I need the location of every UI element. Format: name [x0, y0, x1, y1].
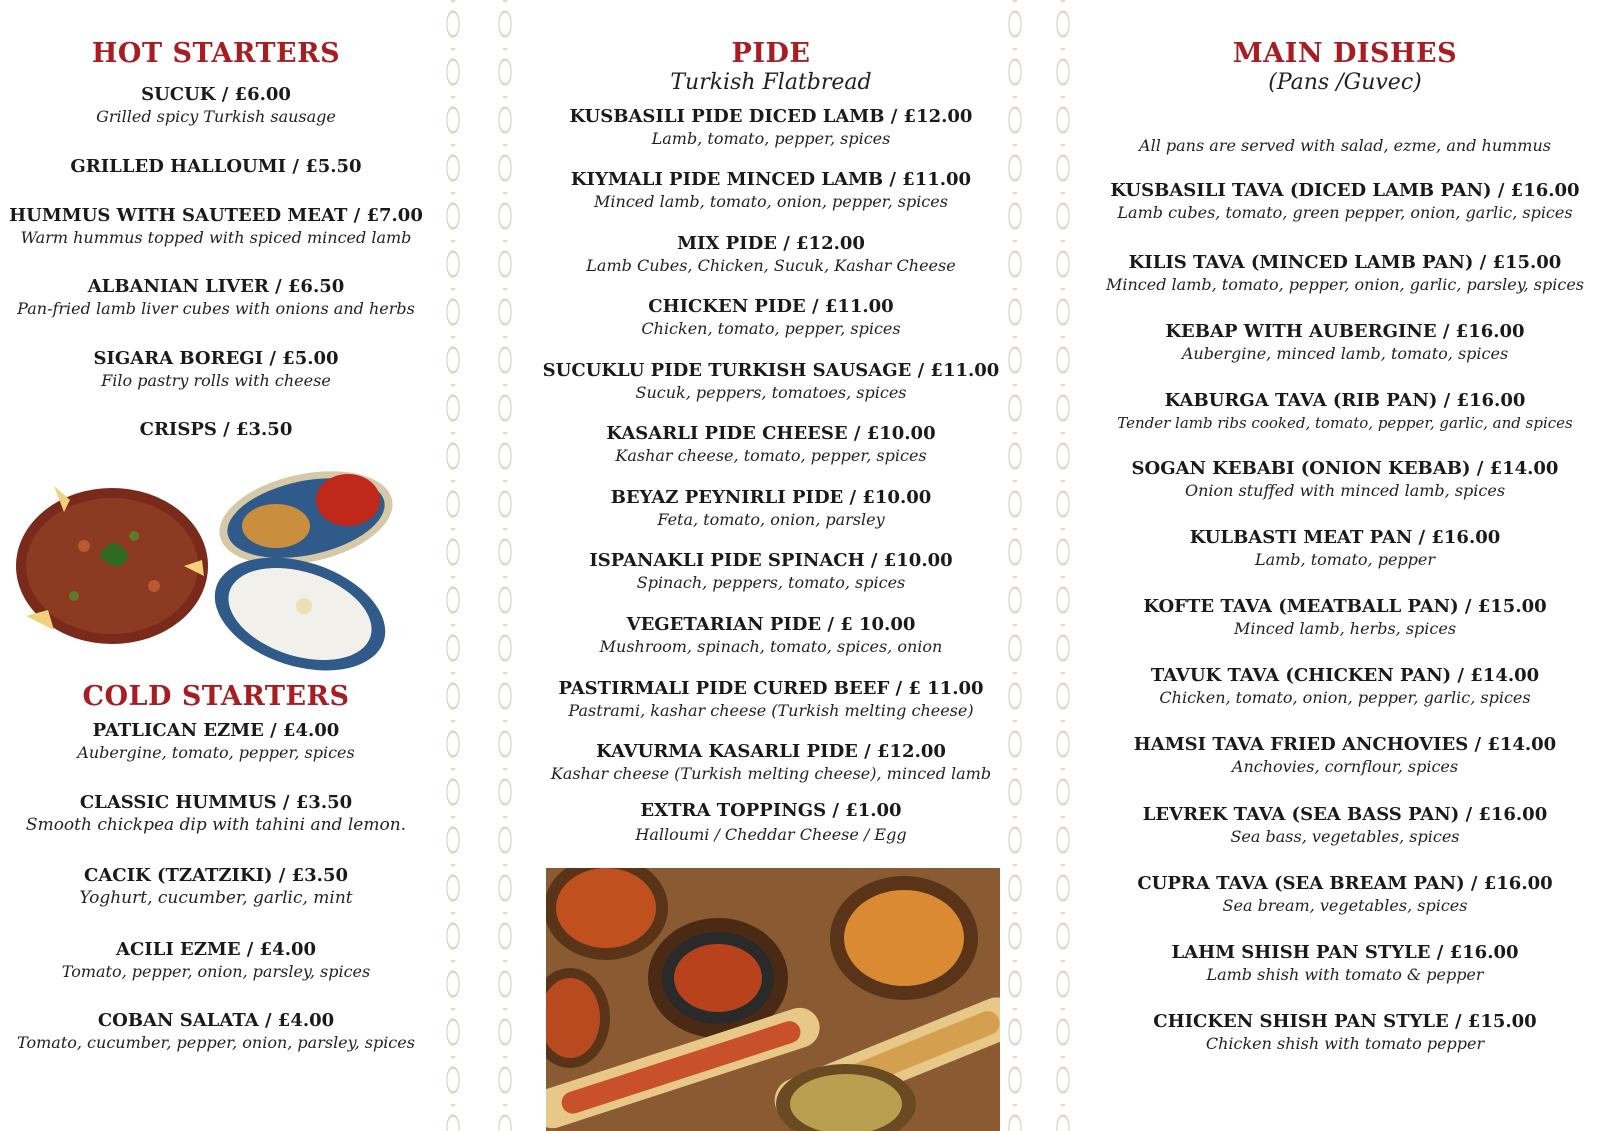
menu-item [1090, 1011, 1600, 1055]
item-name: MIX PIDE / £12.00 [677, 233, 865, 254]
item-desc: Pan-fried lamb liver cubes with onions and herbs [17, 299, 415, 318]
item-desc: Minced lamb, tomato, pepper, onion, garlic, parsley, spices [1105, 275, 1585, 294]
item-name: EXTRA TOPPINGS / £1.00 [640, 800, 902, 821]
item-name: GRILLED HALLOUMI / £5.50 [70, 156, 362, 177]
item-name: ALBANIAN LIVER / £6.50 [87, 276, 345, 297]
item-name: CACIK (TZATZIKI) / £3.50 [84, 865, 348, 886]
menu-item [540, 800, 1002, 846]
menu-item [0, 276, 432, 320]
pide-subheading: Turkish Flatbread [670, 70, 872, 95]
item-name: KILIS TAVA (MINCED LAMB PAN) / £15.00 [1128, 252, 1562, 273]
item-desc: Sea bass, vegetables, spices [1230, 827, 1460, 846]
item-name: KULBASTI MEAT PAN / £16.00 [1189, 527, 1501, 548]
menu-item [1090, 942, 1600, 986]
item-name: COBAN SALATA / £4.00 [97, 1010, 335, 1031]
item-desc: Tomato, pepper, onion, parsley, spices [61, 962, 371, 981]
menu-item [0, 865, 432, 909]
item-desc: Lamb Cubes, Chicken, Sucuk, Kashar Cheese [586, 256, 956, 275]
menu-item [0, 84, 432, 128]
pide-heading: PIDE [731, 38, 811, 69]
menu-item [1090, 873, 1600, 917]
menu-item [540, 360, 1002, 404]
menu-item [1090, 804, 1600, 848]
item-desc: Halloumi / Cheddar Cheese / Egg [635, 825, 907, 844]
menu-item [0, 720, 432, 764]
item-desc: Sucuk, peppers, tomatoes, spices [635, 383, 907, 402]
item-desc: Grilled spicy Turkish sausage [96, 107, 336, 126]
item-name: CHICKEN SHISH PAN STYLE / £15.00 [1153, 1011, 1537, 1032]
menu-item [0, 419, 432, 441]
ornament-divider [1002, 0, 1028, 1131]
main-dishes-subheading: (Pans /Guvec) [1268, 70, 1422, 95]
menu-item [0, 205, 432, 249]
ornament-divider [1050, 0, 1076, 1131]
item-name: CRISPS / £3.50 [139, 419, 293, 440]
item-name: CUPRA TAVA (SEA BREAM PAN) / £16.00 [1137, 873, 1553, 894]
item-name: KIYMALI PIDE MINCED LAMB / £11.00 [570, 169, 972, 190]
menu-item [0, 792, 432, 836]
item-name: PASTIRMALI PIDE CURED BEEF / £ 11.00 [558, 678, 984, 699]
item-desc: Mushroom, spinach, tomato, spices, onion [599, 637, 943, 656]
item-desc: Kashar cheese (Turkish melting cheese), minced lamb [550, 764, 992, 783]
item-name: SOGAN KEBABI (ONION KEBAB) / £14.00 [1131, 458, 1559, 479]
item-name: KUSBASILI PIDE DICED LAMB / £12.00 [569, 106, 973, 127]
pans-note: All pans are served with salad, ezme, and hummus [1139, 136, 1551, 155]
item-desc: Smooth chickpea dip with tahini and lemon. [25, 815, 407, 835]
menu-item [540, 423, 1002, 467]
item-name: KUSBASILI TAVA (DICED LAMB PAN) / £16.00 [1110, 180, 1580, 201]
menu-item [540, 741, 1002, 785]
hot-starters-heading: HOT STARTERS [91, 38, 341, 69]
menu-item [0, 156, 432, 178]
ornament-divider [492, 0, 518, 1131]
item-name: KASARLI PIDE CHEESE / £10.00 [606, 423, 936, 444]
item-name: BEYAZ PEYNIRLI PIDE / £10.00 [610, 487, 932, 508]
item-desc: Lamb cubes, tomato, green pepper, onion, garlic, spices [1117, 203, 1573, 222]
item-desc: Yoghurt, cucumber, garlic, mint [79, 888, 353, 908]
ornament-divider [440, 0, 466, 1131]
item-name: LAHM SHISH PAN STYLE / £16.00 [1171, 942, 1519, 963]
item-desc: Chicken shish with tomato pepper [1205, 1034, 1485, 1053]
item-desc: Spinach, peppers, tomato, spices [636, 573, 906, 592]
item-name: ACILI EZME / £4.00 [115, 939, 317, 960]
menu-item [540, 169, 1002, 213]
menu-item [1090, 252, 1600, 296]
item-desc: Lamb shish with tomato & pepper [1206, 965, 1484, 984]
item-name: TAVUK TAVA (CHICKEN PAN) / £14.00 [1150, 665, 1540, 686]
item-desc: Onion stuffed with minced lamb, spices [1184, 481, 1506, 500]
main-dishes-column [1090, 0, 1600, 1131]
item-name: KAVURMA KASARLI PIDE / £12.00 [596, 741, 946, 762]
item-desc: Feta, tomato, onion, parsley [657, 510, 885, 529]
item-desc: Lamb, tomato, pepper, spices [651, 129, 891, 148]
item-desc: Kashar cheese, tomato, pepper, spices [615, 446, 927, 465]
menu-item [1090, 734, 1600, 778]
item-name: HUMMUS WITH SAUTEED MEAT / £7.00 [9, 205, 423, 226]
menu-item [1090, 321, 1600, 365]
menu-item [540, 614, 1002, 658]
item-desc: Chicken, tomato, pepper, spices [641, 319, 901, 338]
item-name: SUCUK / £6.00 [141, 84, 291, 105]
menu-item [0, 348, 432, 392]
item-desc: Pastrami, kashar cheese (Turkish melting cheese) [568, 701, 974, 720]
starters-food-photo [14, 466, 404, 676]
menu-item [1090, 527, 1600, 571]
menu-item [1090, 665, 1600, 709]
item-desc: Minced lamb, tomato, onion, pepper, spices [594, 192, 948, 211]
menu-item [1090, 180, 1600, 224]
item-desc: Sea bream, vegetables, spices [1222, 896, 1468, 915]
item-desc: Anchovies, cornflour, spices [1231, 757, 1459, 776]
cold-starters-heading: COLD STARTERS [82, 681, 350, 712]
menu-item [540, 487, 1002, 531]
menu-item [0, 1010, 432, 1054]
item-name: PATLICAN EZME / £4.00 [92, 720, 340, 741]
item-desc: Lamb, tomato, pepper [1254, 550, 1436, 569]
item-name: KOFTE TAVA (MEATBALL PAN) / £15.00 [1143, 596, 1547, 617]
item-desc: Warm hummus topped with spiced minced lamb [20, 228, 412, 247]
item-name: ISPANAKLI PIDE SPINACH / £10.00 [589, 550, 953, 571]
item-name: SUCUKLU PIDE TURKISH SAUSAGE / £11.00 [542, 360, 1000, 381]
menu-item [540, 550, 1002, 594]
item-desc: Aubergine, minced lamb, tomato, spices [1181, 344, 1509, 363]
menu-item [1090, 596, 1600, 640]
item-name: CLASSIC HUMMUS / £3.50 [79, 792, 353, 813]
menu-item [540, 233, 1002, 277]
item-desc: Chicken, tomato, onion, pepper, garlic, spices [1159, 688, 1531, 707]
item-desc: Tomato, cucumber, pepper, onion, parsley, spices [17, 1033, 415, 1052]
item-desc: Aubergine, tomato, pepper, spices [77, 743, 355, 762]
menu-item [540, 678, 1002, 722]
item-desc: Tender lamb ribs cooked, tomato, pepper, garlic, and spices [1117, 414, 1573, 432]
menu-item [1090, 390, 1600, 434]
item-name: CHICKEN PIDE / £11.00 [648, 296, 894, 317]
main-dishes-heading: MAIN DISHES [1232, 38, 1458, 69]
item-desc: Filo pastry rolls with cheese [101, 371, 331, 390]
item-name: SIGARA BOREGI / £5.00 [93, 348, 339, 369]
item-name: KEBAP WITH AUBERGINE / £16.00 [1165, 321, 1525, 342]
item-name: LEVREK TAVA (SEA BASS PAN) / £16.00 [1142, 804, 1548, 825]
menu-item [540, 296, 1002, 340]
item-name: VEGETARIAN PIDE / £ 10.00 [626, 614, 916, 635]
menu-item [0, 939, 432, 983]
item-name: HAMSI TAVA FRIED ANCHOVIES / £14.00 [1133, 734, 1557, 755]
item-name: KABURGA TAVA (RIB PAN) / £16.00 [1164, 390, 1526, 411]
menu-item [540, 106, 1002, 150]
pide-food-photo [546, 868, 1000, 1131]
menu-item [1090, 458, 1600, 502]
item-desc: Minced lamb, herbs, spices [1233, 619, 1457, 638]
